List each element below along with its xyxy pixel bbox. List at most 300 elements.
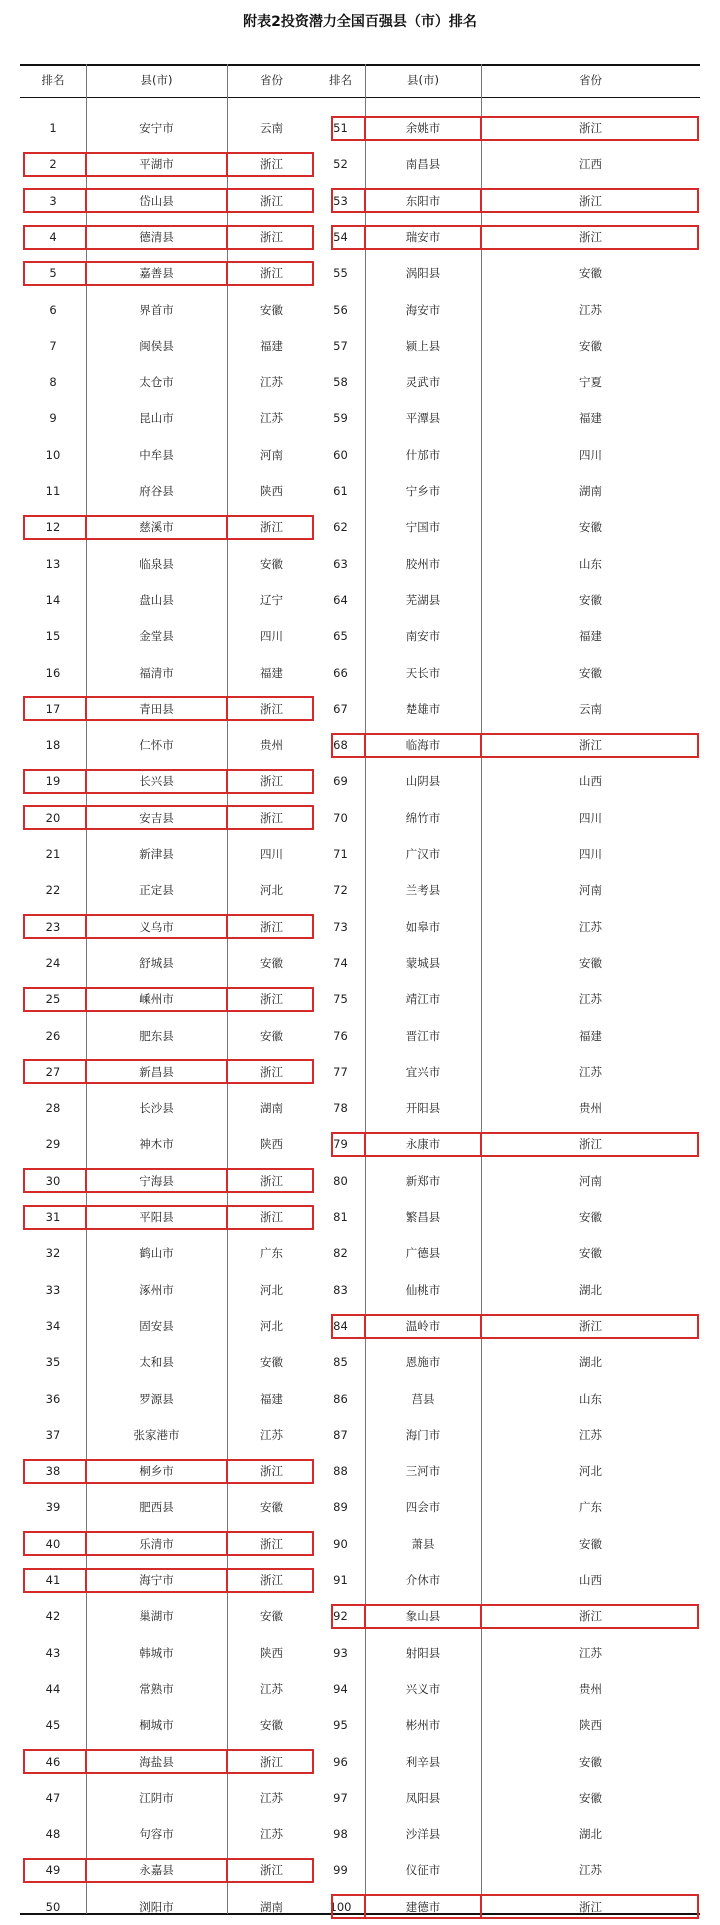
table-cell-rank: 42 [45, 1609, 61, 1624]
table-cell-province: 河北 [260, 1318, 283, 1333]
highlight-divider [480, 1894, 482, 1919]
table-cell-rank: 80 [333, 1173, 348, 1188]
highlight-divider [85, 1059, 87, 1084]
table-cell-province: 湖南 [579, 484, 602, 498]
table-cell-county: 晋江市 [405, 1028, 441, 1043]
table-cell-county: 平湖市 [139, 157, 174, 172]
table-cell-county: 岱山县 [139, 193, 174, 208]
table-cell-province: 江苏 [260, 1827, 283, 1842]
table-cell-province: 陕西 [579, 1718, 602, 1733]
table-cell-province: 安徽 [579, 1246, 602, 1261]
table-cell-province: 浙江 [260, 1173, 283, 1188]
table-cell-rank: 91 [333, 1573, 348, 1587]
table-cell-rank: 30 [45, 1173, 61, 1188]
table-cell-province: 湖南 [260, 1899, 283, 1914]
table-cell-rank: 3 [49, 193, 57, 208]
table-cell-county: 平潭县 [405, 411, 441, 426]
table-cell-rank: 4 [49, 229, 57, 244]
table-cell-rank: 17 [45, 701, 61, 716]
table-cell-rank: 40 [45, 1536, 61, 1551]
table-cell-county: 建德市 [405, 1899, 441, 1914]
table-cell-county: 句容市 [139, 1827, 174, 1842]
table-cell-rank: 21 [45, 847, 61, 861]
zhejiang-highlight-box [23, 987, 314, 1012]
table-cell-rank: 38 [45, 1464, 61, 1479]
table-cell-rank: 100 [329, 1899, 352, 1914]
table-cell-county: 常熟市 [139, 1681, 174, 1696]
table-cell-rank: 28 [45, 1101, 61, 1116]
table-cell-county: 象山县 [405, 1609, 441, 1624]
table-cell-province: 安徽 [260, 1718, 283, 1733]
highlight-divider [226, 188, 228, 213]
zhejiang-highlight-box [331, 1894, 699, 1919]
table-cell-rank: 39 [45, 1500, 61, 1515]
highlight-divider [480, 225, 482, 250]
table-cell-county: 南昌县 [405, 157, 441, 172]
table-cell-county: 福清市 [139, 665, 174, 680]
table-cell-province: 浙江 [260, 157, 283, 172]
table-cell-county: 开阳县 [405, 1101, 441, 1116]
table-cell-rank: 95 [333, 1718, 348, 1733]
table-cell-county: 射阳县 [405, 1645, 441, 1660]
table-cell-rank: 72 [333, 883, 348, 898]
highlight-divider [85, 1531, 87, 1556]
highlight-divider [226, 225, 228, 250]
highlight-divider [85, 1568, 87, 1593]
table-cell-province: 辽宁 [260, 592, 283, 607]
table-cell-rank: 36 [45, 1391, 61, 1406]
table-cell-province: 江苏 [260, 1681, 283, 1696]
table-cell-rank: 81 [333, 1210, 348, 1224]
header-county-right: 县(市) [407, 73, 439, 87]
table-cell-rank: 61 [333, 484, 348, 498]
table-cell-county: 广汉市 [405, 847, 441, 861]
table-cell-rank: 15 [45, 629, 61, 644]
table-cell-county: 海门市 [405, 1427, 441, 1442]
highlight-divider [480, 1604, 482, 1629]
table-cell-province: 浙江 [260, 1464, 283, 1479]
table-cell-province: 安徽 [579, 592, 602, 607]
highlight-divider [364, 188, 366, 213]
table-cell-province: 山西 [579, 1573, 602, 1587]
table-cell-county: 海安市 [405, 302, 441, 317]
table-cell-province: 浙江 [260, 1536, 283, 1551]
table-cell-county: 盘山县 [139, 592, 174, 607]
table-cell-county: 巢湖市 [139, 1609, 174, 1624]
table-cell-province: 四川 [579, 847, 602, 861]
table-cell-county: 肥东县 [139, 1028, 174, 1043]
zhejiang-highlight-box [23, 1059, 314, 1084]
table-cell-rank: 49 [45, 1863, 61, 1878]
table-cell-province: 广东 [579, 1500, 602, 1515]
table-cell-province: 浙江 [260, 810, 283, 825]
table-cell-rank: 83 [333, 1282, 348, 1297]
table-cell-rank: 76 [333, 1028, 348, 1043]
table-cell-province: 福建 [260, 665, 283, 680]
table-cell-province: 广东 [260, 1246, 283, 1261]
highlight-divider [85, 987, 87, 1012]
table-cell-rank: 64 [333, 592, 348, 607]
highlight-divider [85, 261, 87, 286]
table-cell-county: 沙洋县 [405, 1827, 441, 1842]
table-cell-province: 安徽 [260, 556, 283, 571]
table-cell-province: 安徽 [260, 302, 283, 317]
table-cell-county: 海宁市 [139, 1573, 174, 1587]
table-cell-rank: 13 [45, 556, 61, 571]
table-cell-county: 宁国市 [405, 520, 441, 535]
table-cell-province: 江苏 [260, 411, 283, 426]
table-cell-rank: 99 [333, 1863, 348, 1878]
header-rank-left: 排名 [41, 73, 65, 87]
table-cell-province: 安徽 [260, 955, 283, 970]
highlight-divider [85, 1205, 87, 1230]
table-cell-rank: 37 [45, 1427, 61, 1442]
table-cell-province: 安徽 [579, 1790, 602, 1805]
table-cell-rank: 59 [333, 411, 348, 426]
table-cell-province: 浙江 [260, 1863, 283, 1878]
highlight-divider [226, 914, 228, 939]
table-cell-province: 河南 [579, 883, 602, 898]
table-cell-province: 山西 [579, 774, 602, 789]
table-cell-rank: 70 [333, 810, 348, 825]
table-cell-rank: 63 [333, 556, 348, 571]
table-cell-rank: 92 [333, 1609, 348, 1624]
table-cell-rank: 20 [45, 810, 61, 825]
table-cell-rank: 85 [333, 1355, 348, 1370]
highlight-divider [85, 914, 87, 939]
table-cell-county: 安宁市 [139, 121, 174, 135]
table-cell-province: 浙江 [579, 193, 602, 208]
page-title: 附表2投资潜力全国百强县（市）排名 [243, 14, 477, 30]
highlight-divider [85, 225, 87, 250]
table-cell-province: 江苏 [260, 1790, 283, 1805]
highlight-divider [226, 261, 228, 286]
table-cell-rank: 6 [49, 302, 57, 317]
table-cell-county: 颍上县 [405, 338, 441, 353]
table-cell-rank: 11 [45, 484, 61, 498]
table-cell-rank: 97 [333, 1790, 348, 1805]
table-cell-province: 安徽 [579, 338, 602, 353]
table-cell-province: 河南 [579, 1173, 602, 1188]
table-cell-rank: 98 [333, 1827, 348, 1842]
highlight-divider [85, 769, 87, 794]
table-cell-rank: 96 [333, 1754, 348, 1769]
table-cell-county: 蒙城县 [405, 955, 441, 970]
highlight-divider [364, 1604, 366, 1629]
table-cell-county: 灵武市 [405, 375, 441, 390]
table-cell-rank: 24 [45, 955, 61, 970]
table-cell-rank: 71 [333, 847, 348, 861]
table-cell-county: 芜湖县 [405, 592, 441, 607]
table-cell-rank: 77 [333, 1064, 348, 1079]
zhejiang-highlight-box [331, 1132, 699, 1157]
table-cell-rank: 50 [45, 1899, 61, 1914]
highlight-divider [480, 733, 482, 758]
table-cell-county: 什邡市 [405, 447, 441, 462]
table-cell-rank: 34 [45, 1318, 61, 1333]
table-cell-county: 嵊州市 [139, 992, 174, 1007]
table-cell-rank: 19 [45, 774, 61, 789]
zhejiang-highlight-box [23, 1858, 314, 1883]
table-cell-county: 仙桃市 [405, 1282, 441, 1297]
table-cell-rank: 66 [333, 665, 348, 680]
header-rank-right: 排名 [329, 73, 352, 87]
table-cell-county: 府谷县 [139, 484, 174, 498]
highlight-divider [364, 1314, 366, 1339]
table-cell-rank: 55 [333, 266, 348, 281]
table-cell-province: 福建 [579, 1028, 602, 1043]
table-cell-county: 德清县 [139, 229, 174, 244]
table-cell-province: 湖北 [579, 1282, 602, 1297]
zhejiang-highlight-box [23, 1459, 314, 1484]
table-cell-province: 安徽 [260, 1355, 283, 1370]
zhejiang-highlight-box [23, 515, 314, 540]
highlight-divider [226, 987, 228, 1012]
table-cell-county: 萧县 [411, 1536, 435, 1551]
table-cell-province: 江苏 [260, 1427, 283, 1442]
table-cell-province: 福建 [579, 411, 602, 426]
table-cell-province: 贵州 [260, 738, 283, 753]
table-cell-county: 界首市 [139, 302, 174, 317]
highlight-divider [226, 769, 228, 794]
table-cell-county: 神木市 [139, 1137, 174, 1152]
table-cell-rank: 62 [333, 520, 348, 535]
table-cell-province: 湖南 [260, 1101, 283, 1116]
zhejiang-highlight-box [23, 261, 314, 286]
table-cell-county: 余姚市 [405, 121, 441, 135]
table-cell-county: 温岭市 [405, 1318, 441, 1333]
table-cell-province: 江苏 [579, 992, 602, 1007]
zhejiang-highlight-box [23, 1749, 314, 1774]
table-cell-rank: 52 [333, 157, 348, 172]
zhejiang-highlight-box [23, 225, 314, 250]
highlight-divider [226, 1459, 228, 1484]
table-cell-county: 永康市 [405, 1137, 441, 1152]
table-cell-province: 浙江 [579, 1137, 602, 1152]
table-cell-county: 如皋市 [405, 919, 441, 934]
table-cell-county: 乐清市 [139, 1536, 174, 1551]
table-cell-rank: 12 [45, 520, 61, 535]
highlight-divider [226, 696, 228, 721]
zhejiang-highlight-box [331, 225, 699, 250]
table-cell-county: 胶州市 [405, 556, 441, 571]
table-cell-rank: 60 [333, 447, 348, 462]
ranking-table [20, 64, 700, 1914]
table-cell-county: 桐城市 [139, 1718, 174, 1733]
highlight-divider [364, 116, 366, 141]
table-cell-province: 安徽 [579, 520, 602, 535]
table-cell-rank: 84 [333, 1318, 348, 1333]
table-cell-province: 安徽 [579, 1754, 602, 1769]
table-cell-county: 昆山市 [139, 411, 174, 426]
table-cell-province: 福建 [579, 629, 602, 644]
table-cell-county: 太和县 [139, 1355, 174, 1370]
table-cell-county: 临泉县 [139, 556, 174, 571]
table-cell-rank: 9 [49, 411, 57, 426]
highlight-divider [364, 733, 366, 758]
zhejiang-highlight-box [331, 188, 699, 213]
table-cell-province: 安徽 [260, 1028, 283, 1043]
table-cell-county: 太仓市 [139, 375, 174, 390]
table-cell-rank: 5 [49, 266, 57, 281]
table-cell-province: 安徽 [579, 1536, 602, 1551]
table-cell-rank: 25 [45, 992, 61, 1007]
table-cell-rank: 67 [333, 701, 348, 716]
zhejiang-highlight-box [23, 152, 314, 177]
highlight-divider [226, 1205, 228, 1230]
table-cell-county: 桐乡市 [139, 1464, 174, 1479]
table-cell-province: 河北 [260, 1282, 283, 1297]
table-cell-county: 宜兴市 [405, 1064, 441, 1079]
table-cell-rank: 35 [45, 1355, 61, 1370]
table-cell-province: 安徽 [579, 955, 602, 970]
table-cell-rank: 53 [333, 193, 348, 208]
table-cell-rank: 31 [45, 1210, 61, 1224]
table-cell-rank: 22 [45, 883, 61, 898]
table-cell-county: 三河市 [405, 1464, 441, 1479]
table-cell-province: 江苏 [579, 1427, 602, 1442]
table-cell-province: 浙江 [260, 992, 283, 1007]
table-cell-county: 利辛县 [405, 1754, 441, 1769]
highlight-divider [85, 152, 87, 177]
table-cell-province: 河北 [260, 883, 283, 898]
table-cell-province: 安徽 [260, 1609, 283, 1624]
table-cell-province: 浙江 [260, 229, 283, 244]
table-cell-rank: 54 [333, 229, 348, 244]
zhejiang-highlight-box [331, 733, 699, 758]
zhejiang-highlight-box [331, 1604, 699, 1629]
table-cell-county: 绵竹市 [405, 810, 441, 825]
table-cell-rank: 18 [45, 738, 61, 753]
table-cell-province: 河南 [260, 447, 283, 462]
table-cell-province: 湖北 [579, 1827, 602, 1842]
zhejiang-highlight-box [23, 1205, 314, 1230]
table-cell-rank: 44 [45, 1681, 61, 1696]
table-cell-province: 江苏 [579, 919, 602, 934]
table-cell-county: 慈溪市 [139, 520, 174, 535]
table-cell-county: 宁乡市 [405, 484, 441, 498]
table-cell-province: 浙江 [260, 1210, 283, 1224]
table-cell-county: 繁昌县 [405, 1210, 441, 1224]
table-cell-province: 江苏 [579, 1863, 602, 1878]
table-cell-province: 浙江 [579, 1318, 602, 1333]
highlight-divider [480, 1132, 482, 1157]
table-cell-rank: 82 [333, 1246, 348, 1261]
table-cell-county: 凤阳县 [405, 1790, 441, 1805]
table-cell-province: 浙江 [260, 266, 283, 281]
table-cell-rank: 75 [333, 992, 348, 1007]
table-cell-rank: 94 [333, 1681, 348, 1696]
table-cell-county: 浏阳市 [139, 1899, 174, 1914]
table-cell-province: 四川 [260, 629, 283, 644]
highlight-divider [226, 805, 228, 830]
table-cell-rank: 86 [333, 1391, 348, 1406]
highlight-divider [226, 1858, 228, 1883]
table-cell-rank: 58 [333, 375, 348, 390]
table-cell-province: 贵州 [579, 1101, 602, 1116]
table-cell-province: 山东 [579, 556, 602, 571]
table-cell-province: 浙江 [579, 738, 602, 753]
zhejiang-highlight-box [23, 1168, 314, 1193]
table-cell-county: 东阳市 [405, 193, 441, 208]
table-cell-county: 平阳县 [139, 1210, 174, 1224]
table-cell-county: 新昌县 [139, 1064, 174, 1079]
table-cell-province: 四川 [579, 810, 602, 825]
table-cell-province: 江苏 [579, 1645, 602, 1660]
table-cell-rank: 69 [333, 774, 348, 789]
table-cell-county: 兴义市 [405, 1681, 441, 1696]
highlight-divider [226, 1749, 228, 1774]
table-cell-county: 莒县 [411, 1391, 435, 1406]
highlight-divider [226, 152, 228, 177]
zhejiang-highlight-box [23, 805, 314, 830]
table-cell-province: 四川 [260, 847, 283, 861]
table-cell-rank: 93 [333, 1645, 348, 1660]
table-cell-county: 韩城市 [139, 1645, 174, 1660]
zhejiang-highlight-box [23, 188, 314, 213]
table-cell-rank: 68 [333, 738, 348, 753]
table-cell-province: 河北 [579, 1464, 602, 1479]
table-cell-province: 湖北 [579, 1355, 602, 1370]
highlight-divider [226, 1168, 228, 1193]
highlight-divider [85, 1749, 87, 1774]
table-cell-province: 安徽 [260, 1500, 283, 1515]
table-cell-rank: 73 [333, 919, 348, 934]
table-cell-county: 正定县 [139, 883, 174, 898]
table-cell-county: 长沙县 [139, 1101, 174, 1116]
highlight-divider [85, 805, 87, 830]
table-cell-county: 靖江市 [405, 992, 441, 1007]
table-cell-rank: 10 [45, 447, 61, 462]
table-cell-rank: 47 [45, 1790, 61, 1805]
table-cell-county: 彬州市 [405, 1718, 441, 1733]
table-cell-county: 舒城县 [139, 955, 174, 970]
table-cell-province: 浙江 [260, 1573, 283, 1587]
table-cell-rank: 33 [45, 1282, 61, 1297]
highlight-divider [226, 1059, 228, 1084]
table-cell-county: 海盐县 [139, 1754, 174, 1769]
table-cell-rank: 29 [45, 1137, 61, 1152]
highlight-divider [480, 188, 482, 213]
table-cell-rank: 56 [333, 302, 348, 317]
highlight-divider [85, 188, 87, 213]
table-cell-county: 义乌市 [139, 919, 174, 934]
table-cell-province: 福建 [260, 338, 283, 353]
table-cell-province: 浙江 [579, 1609, 602, 1624]
table-cell-province: 云南 [260, 121, 283, 135]
highlight-divider [85, 696, 87, 721]
table-cell-rank: 32 [45, 1246, 61, 1261]
table-cell-county: 涡阳县 [405, 266, 441, 281]
table-cell-county: 永嘉县 [139, 1863, 174, 1878]
table-cell-county: 恩施市 [405, 1355, 441, 1370]
table-cell-rank: 51 [333, 121, 348, 135]
zhejiang-highlight-box [23, 1568, 314, 1593]
table-cell-rank: 74 [333, 955, 348, 970]
highlight-divider [226, 1531, 228, 1556]
table-cell-rank: 1 [49, 121, 57, 135]
table-cell-county: 青田县 [139, 701, 174, 716]
table-cell-province: 浙江 [260, 1754, 283, 1769]
table-cell-county: 罗源县 [139, 1391, 174, 1406]
table-cell-county: 天长市 [405, 665, 441, 680]
table-cell-rank: 45 [45, 1718, 61, 1733]
table-cell-province: 陕西 [260, 484, 283, 498]
header-rule [20, 97, 700, 98]
highlight-divider [226, 1568, 228, 1593]
zhejiang-highlight-box [331, 1314, 699, 1339]
table-cell-rank: 89 [333, 1500, 348, 1515]
